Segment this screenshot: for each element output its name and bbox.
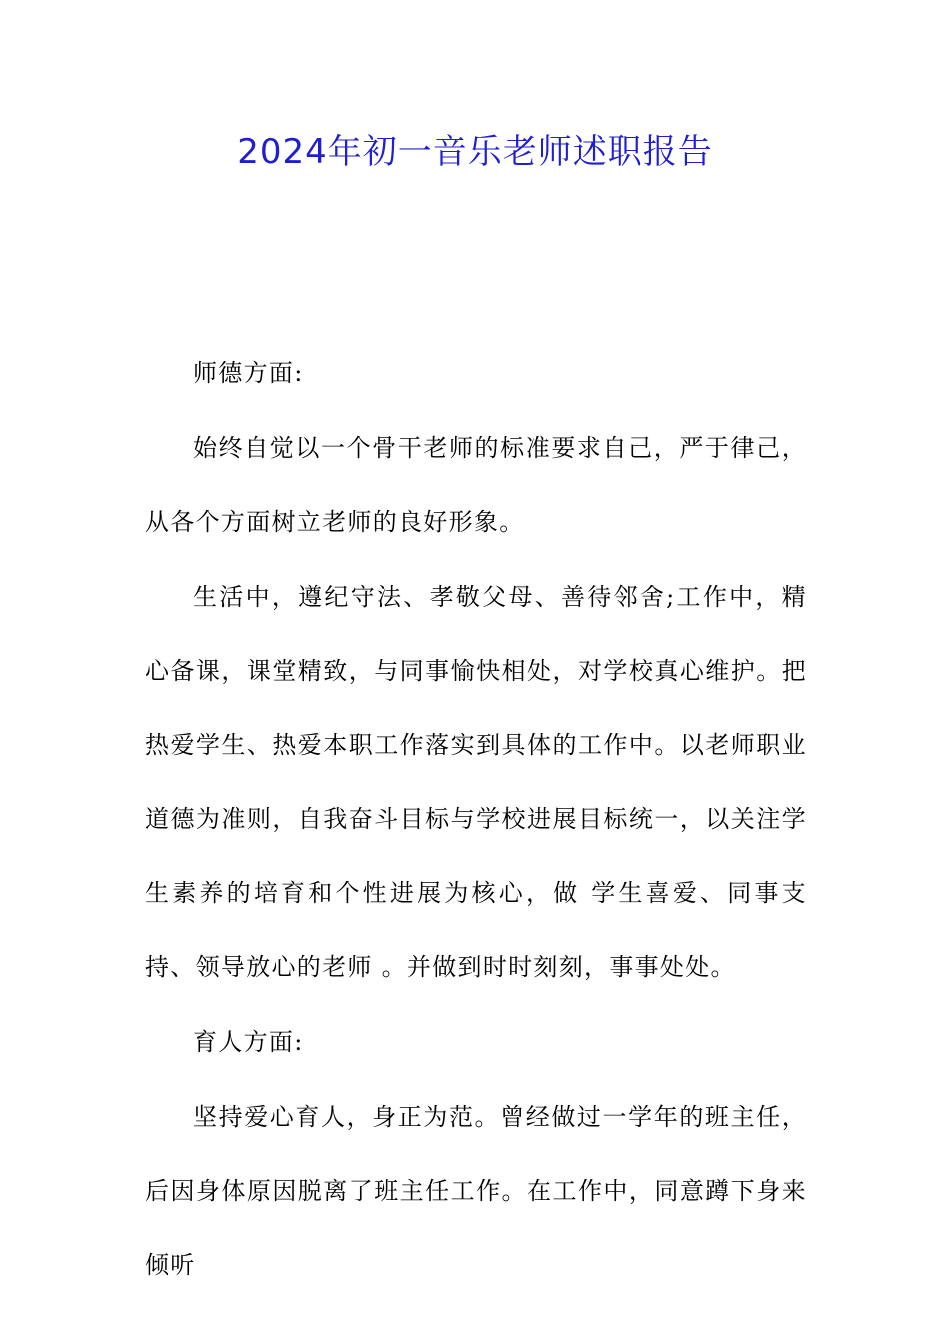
section-heading-ethics: 师德方面: (193, 359, 304, 387)
section-heading-education: 育人方面: (193, 1028, 304, 1056)
paragraph: 始终自觉以一个骨干老师的标准要求自己，严于律己，从各个方面树立老师的良好形象。 (145, 434, 807, 536)
paragraph: 生活中，遵纪守法、孝敬父母、善待邻舍;工作中，精心备课，课堂精致，与同事愉快相处，对学校真心维护。把热爱学生、热爱本职工作落实到具体的工作中。以老师职业道德为准则，自我奋斗目标与学校进展目标统一，以关注学生素养的培育和个性进展为核心，做 学生喜爱、同事支持、领导放心的老师 。并做到时时刻刻，事事处处。 (145, 583, 807, 981)
paragraph: 坚持爱心育人，身正为范。曾经做过一学年的班主任，后因身体原因脱离了班主任工作。在工作中，同意蹲下身来倾听 (145, 1103, 807, 1279)
document-body (145, 336, 807, 1303)
document-title: 2024年初一音乐老师述职报告 (237, 132, 713, 172)
